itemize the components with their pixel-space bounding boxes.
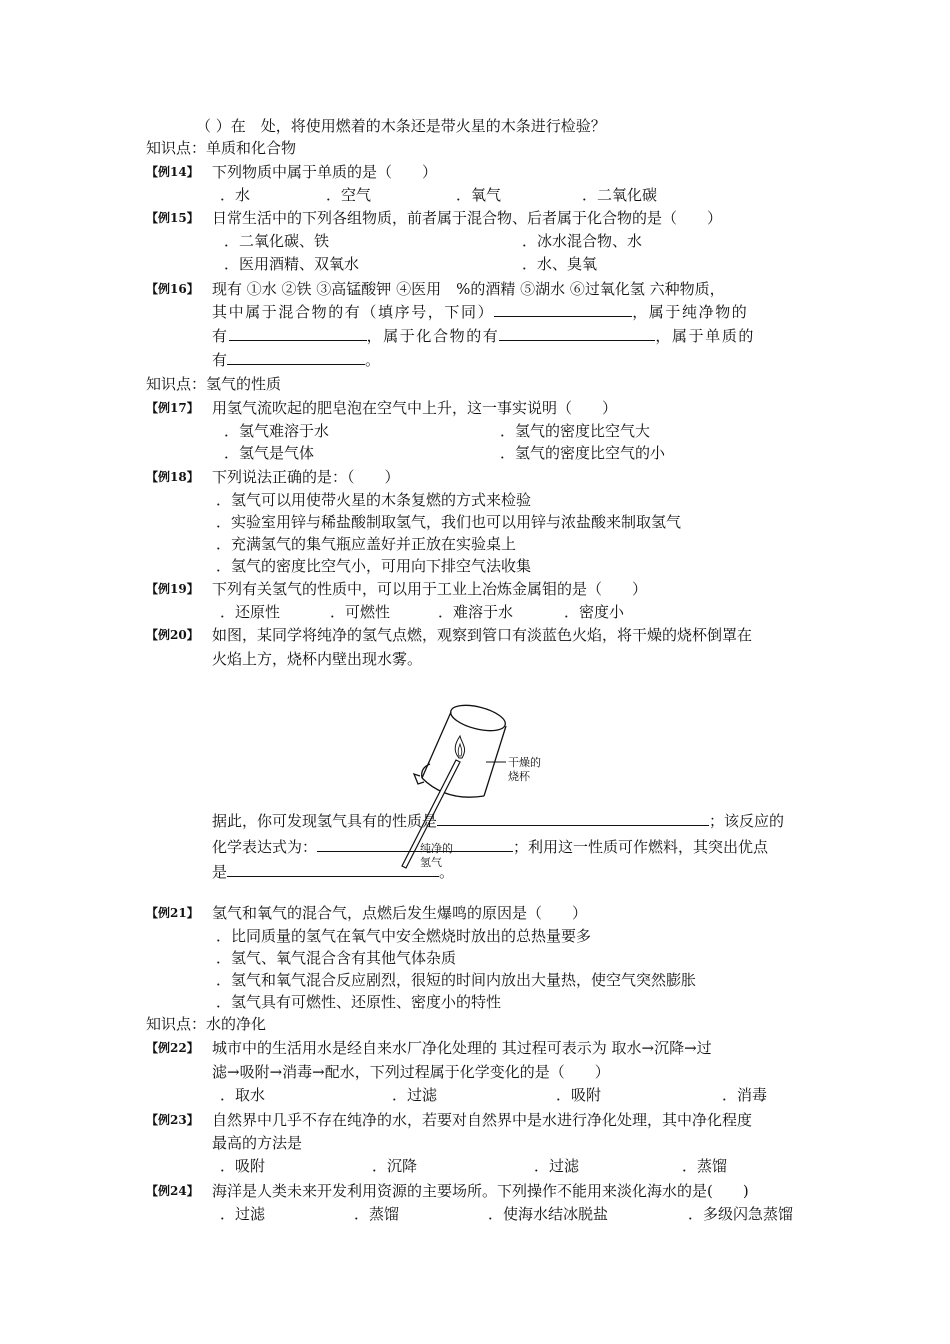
option-a: ．水 <box>220 186 251 204</box>
option-a: ．取水 <box>220 1086 266 1104</box>
question-text: 下列说法正确的是：（ ） <box>212 468 400 486</box>
option-d: ．多级闪急蒸馏 <box>688 1205 794 1223</box>
question-text: 滤→吸附→消毒→配水，下列过程属于化学变化的是（ ） <box>212 1063 610 1081</box>
question-text: 下列有关氢气的性质中，可以用于工业上冶炼金属钼的是（ ） <box>212 580 648 598</box>
option-a: ．比同质量的氢气在氧气中安全燃烧时放出的总热量要多 <box>216 927 592 945</box>
figure-label-beaker: 干燥的 <box>508 756 541 769</box>
option-d: ．氢气的密度比空气小，可用向下排空气法收集 <box>216 557 532 575</box>
option-a: ．氢气难溶于水 <box>224 422 330 440</box>
answer-blank[interactable] <box>494 302 632 317</box>
option-b: ．冰水混合物、水 <box>522 232 643 250</box>
option-c: ．氢气和氧气混合反应剧烈，很短的时间内放出大量热，使空气突然膨胀 <box>216 971 697 989</box>
question-text: 其中属于混合物的有（填序号，下同） ，属于纯净物的 <box>212 303 749 321</box>
question-fragment: （ ）在 处，将使用燃着的木条还是带火星的木条进行检验？ <box>196 117 606 135</box>
question-text: 如图，某同学将纯净的氢气点燃，观察到管口有淡蓝色火焰，将干燥的烧杯倒罩在 <box>212 626 753 644</box>
option-b: ．沉降 <box>372 1157 418 1175</box>
option-c: ．难溶于水 <box>438 603 514 621</box>
option-c: ．充满氢气的集气瓶应盖好并正放在实验桌上 <box>216 535 517 553</box>
question-text: 海洋是人类未来开发利用资源的主要场所。下列操作不能用来淡化海水的是( ) <box>212 1182 749 1200</box>
option-c: ．过滤 <box>534 1157 580 1175</box>
option-b: ．氢气、氧气混合含有其他气体杂质 <box>216 949 457 967</box>
example-tag: 【例19】 <box>146 582 199 596</box>
option-d: ．密度小 <box>564 603 625 621</box>
question-text: 氢气和氧气的混合气，点燃后发生爆鸣的原因是（ ） <box>212 904 588 922</box>
example-tag: 【例14】 <box>146 165 199 179</box>
question-text: 现有 ①水 ②铁 ③高锰酸钾 ④医用 %的酒精 ⑤湖水 ⑥过氧化氢 六种物质， <box>212 280 725 298</box>
option-d: ．二氧化碳 <box>582 186 658 204</box>
knowledge-point-heading: 知识点：水的净化 <box>146 1015 267 1033</box>
option-a: ．氢气可以用使带火星的木条复燃的方式来检验 <box>216 491 532 509</box>
option-b: ．可燃性 <box>330 603 391 621</box>
answer-blank[interactable] <box>499 326 655 341</box>
option-c: ．医用酒精、双氧水 <box>224 255 360 273</box>
answer-line: 是 。 <box>212 863 455 881</box>
option-b: ．实验室用锌与稀盐酸制取氢气，我们也可以用锌与浓盐酸来制取氢气 <box>216 513 682 531</box>
option-d: ．氢气具有可燃性、还原性、密度小的特性 <box>216 993 502 1011</box>
question-text: 有 ，属于化合物的有 ，属于单质的 <box>212 327 756 345</box>
option-c: ．氧气 <box>456 186 502 204</box>
figure-label-hydrogen-2: 氢气 <box>420 856 442 869</box>
question-text: 日常生活中的下列各组物质，前者属于混合物、后者属于化合物的是（ ） <box>212 209 723 227</box>
example-tag: 【例23】 <box>146 1113 199 1127</box>
option-d: ．氢气的密度比空气的小 <box>500 444 666 462</box>
question-text: 火焰上方，烧杯内壁出现水雾。 <box>212 650 423 668</box>
answer-line: 据此，你可发现氢气具有的性质是 ；该反应的 <box>212 812 785 830</box>
question-text: 城市中的生活用水是经自来水厂净化处理的 其过程可表示为 取水→沉降→过 <box>212 1039 712 1057</box>
option-d: ．水、臭氧 <box>522 255 598 273</box>
option-a: ．吸附 <box>220 1157 266 1175</box>
option-b: ．氢气的密度比空气大 <box>500 422 651 440</box>
option-c: ．吸附 <box>556 1086 602 1104</box>
example-tag: 【例17】 <box>146 401 199 415</box>
option-a: ．还原性 <box>220 603 281 621</box>
option-a: ．过滤 <box>220 1205 266 1223</box>
figure-label-beaker-2: 烧杯 <box>508 770 530 783</box>
option-a: ．二氧化碳、铁 <box>224 232 330 250</box>
question-text: 用氢气流吹起的肥皂泡在空气中上升，这一事实说明（ ） <box>212 399 618 417</box>
knowledge-point-heading: 知识点：单质和化合物 <box>146 139 297 157</box>
figure-label-hydrogen: 纯净的 <box>420 842 453 855</box>
answer-blank[interactable] <box>437 811 709 826</box>
answer-blank[interactable] <box>227 350 365 365</box>
option-b: ．蒸馏 <box>354 1205 400 1223</box>
example-tag: 【例16】 <box>146 282 199 296</box>
question-text: 最高的方法是 <box>212 1134 303 1152</box>
question-text: 自然界中几乎不存在纯净的水，若要对自然界中是水进行净化处理，其中净化程度 <box>212 1111 753 1129</box>
option-b: ．过滤 <box>392 1086 438 1104</box>
example-tag: 【例18】 <box>146 470 199 484</box>
answer-blank[interactable] <box>317 837 513 852</box>
option-c: ．氢气是气体 <box>224 444 315 462</box>
example-tag: 【例22】 <box>146 1041 199 1055</box>
question-text: 下列物质中属于单质的是（ ） <box>212 163 438 181</box>
knowledge-point-heading: 知识点：氢气的性质 <box>146 375 282 393</box>
example-tag: 【例24】 <box>146 1184 199 1198</box>
answer-blank[interactable] <box>229 326 367 341</box>
flame-icon <box>455 736 464 758</box>
question-text: 有 。 <box>212 351 381 369</box>
example-tag: 【例15】 <box>146 211 199 225</box>
option-d: ．蒸馏 <box>682 1157 728 1175</box>
option-c: ．使海水结冰脱盐 <box>488 1205 609 1223</box>
example-tag: 【例20】 <box>146 628 199 642</box>
answer-line: 化学表达式为： ；利用这一性质可作燃料，其突出优点 <box>212 838 769 856</box>
option-b: ．空气 <box>326 186 372 204</box>
option-d: ．消毒 <box>722 1086 768 1104</box>
answer-blank[interactable] <box>227 862 439 877</box>
example-tag: 【例21】 <box>146 906 199 920</box>
